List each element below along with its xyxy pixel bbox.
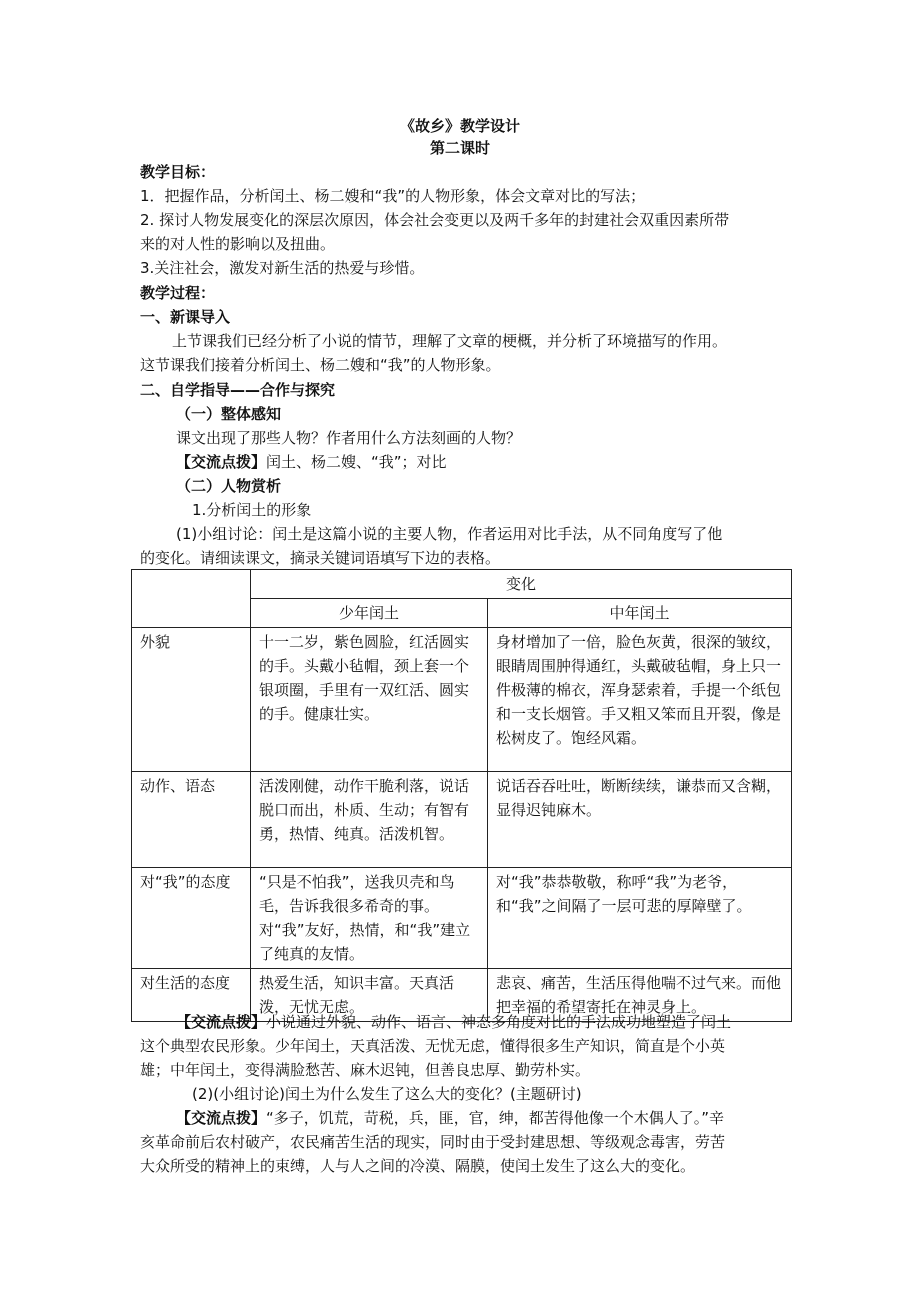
table-row [132,628,792,772]
cell-middle-appearance: 身材增加了一倍，脸色灰黄，很深的皱纹，眼睛周围肿得通红，头戴破毡帽，身上只一件极薄的棉衣，浑身瑟索着，手提一个纸包和一支长烟管。手又粗又笨而且开裂，像是松树皮了。饱经风霜。 [488,628,792,772]
section1-text-1: 上节课我们已经分析了小说的情节，理解了文章的梗概，并分析了环境描写的作用。 [172,332,728,350]
point2-line-2: 亥革命前后农村破产，农民痛苦生活的现实，同时由于受封建思想、等级观念毒害，劳苦 [140,1133,726,1151]
sub1-heading: （一）整体感知 [176,405,282,423]
sub2-task-2: 的变化。请细读课文，摘录关键词语填写下边的表格。 [140,549,501,567]
cell-middle-action: 说话吞吞吐吐，断断续续，谦恭而又含糊，显得迟钝麻木。 [488,772,792,868]
objective-2: 2. 探讨人物发展变化的深层次原因，体会社会变更以及两千多年的封建社会双重因素所带 [140,211,730,229]
point2-label: 【交流点拨】 [176,1109,267,1127]
point1-line-1 [176,1010,836,1034]
row-label-action: 动作、语态 [132,772,251,868]
objective-1: 1．把握作品，分析闰土、杨二嫂和“我”的人物形象，体会文章对比的写法； [140,187,646,205]
row-label-appearance: 外貌 [132,628,251,772]
cell-middle-attitude-me: 对“我”恭恭敬敬，称呼“我”为老爷，和“我”之间隔了一层可悲的厚障壁了。 [488,868,792,969]
objective-2-cont: 来的对人性的影响以及扭曲。 [140,235,336,253]
point2-line-1 [176,1106,836,1130]
point1-line-2: 这个典型农民形象。少年闰土，天真活泼、无忧无虑，懂得很多生产知识，简直是个小英 [140,1037,726,1055]
objective-3: 3.关注社会，激发对新生活的热爱与珍惜。 [140,259,425,277]
header-change: 变化 [251,570,792,599]
sub1-answer [176,450,836,474]
table-header-row-1 [132,570,792,599]
table-corner-cell [132,570,251,628]
row-label-attitude-life: 对生活的态度 [132,969,251,1022]
cell-middle-attitude-life: 悲哀、痛苦，生活压得他喘不过气来。而他把幸福的希望寄托在神灵身上。 [488,969,792,1022]
section1-heading: 一、新课导入 [140,308,231,326]
process-heading: 教学过程： [140,284,216,302]
doc-subtitle: 第二课时 [429,139,490,157]
task2: (2)(小组讨论)闰土为什么发生了这么大的变化？(主题研讨) [192,1085,582,1103]
point1-text-1: 小说通过外貌、动作、语言、神态多角度对比的手法成功地塑造了闰土 [266,1013,732,1031]
point2-line-3: 大众所受的精神上的束缚，人与人之间的冷漠、隔膜，使闰土发生了这么大的变化。 [140,1157,696,1175]
section1-text-2: 这节课我们接着分析闰土、杨二嫂和“我”的人物形象。 [140,356,501,374]
cell-young-attitude-me: “只是不怕我”，送我贝壳和鸟毛，告诉我很多希奇的事。对“我”友好，热情，和“我”建立了纯真的友情。 [251,868,488,969]
point1-label: 【交流点拨】 [176,1013,267,1031]
comparison-table [131,569,792,1022]
point1-line-3: 雄；中年闰土，变得满脸愁苦、麻木迟钝，但善良忠厚、勤劳朴实。 [140,1061,591,1079]
sub1-answer-text: 闰土、杨二嫂、“我”；对比 [266,453,447,471]
cell-young-action: 活泼刚健，动作干脆利落，说话脱口而出，朴质、生动；有智有勇，热情、纯真。活泼机智。 [251,772,488,868]
header-middle-runtu: 中年闰土 [488,599,792,628]
table-row [132,868,792,969]
objectives-heading: 教学目标： [140,163,216,181]
sub2-item1: 1.分析闰土的形象 [192,501,312,519]
table-row [132,772,792,868]
sub2-task-1: (1)小组讨论：闰土是这篇小说的主要人物，作者运用对比手法，从不同角度写了他 [176,525,723,543]
section2-heading: 二、自学指导——合作与探究 [140,381,336,399]
row-label-attitude-me: 对“我”的态度 [132,868,251,969]
cell-young-attitude-life: 热爱生活，知识丰富。天真活泼，无忧无虑。 [251,969,488,1022]
sub1-question: 课文出现了那些人物？作者用什么方法刻画的人物？ [176,429,522,447]
sub1-answer-label: 【交流点拨】 [176,453,267,471]
doc-title: 《故乡》教学设计 [399,117,520,135]
point2-text-1: “多子，饥荒，苛税，兵，匪，官，绅，都苦得他像一个木偶人了。”辛 [266,1109,725,1127]
sub2-heading: （二）人物赏析 [176,477,282,495]
header-young-runtu: 少年闰土 [251,599,488,628]
cell-young-appearance: 十一二岁，紫色圆脸，红活圆实的手。头戴小毡帽，颈上套一个银项圈，手里有一双红活、圆实的手。健康壮实。 [251,628,488,772]
